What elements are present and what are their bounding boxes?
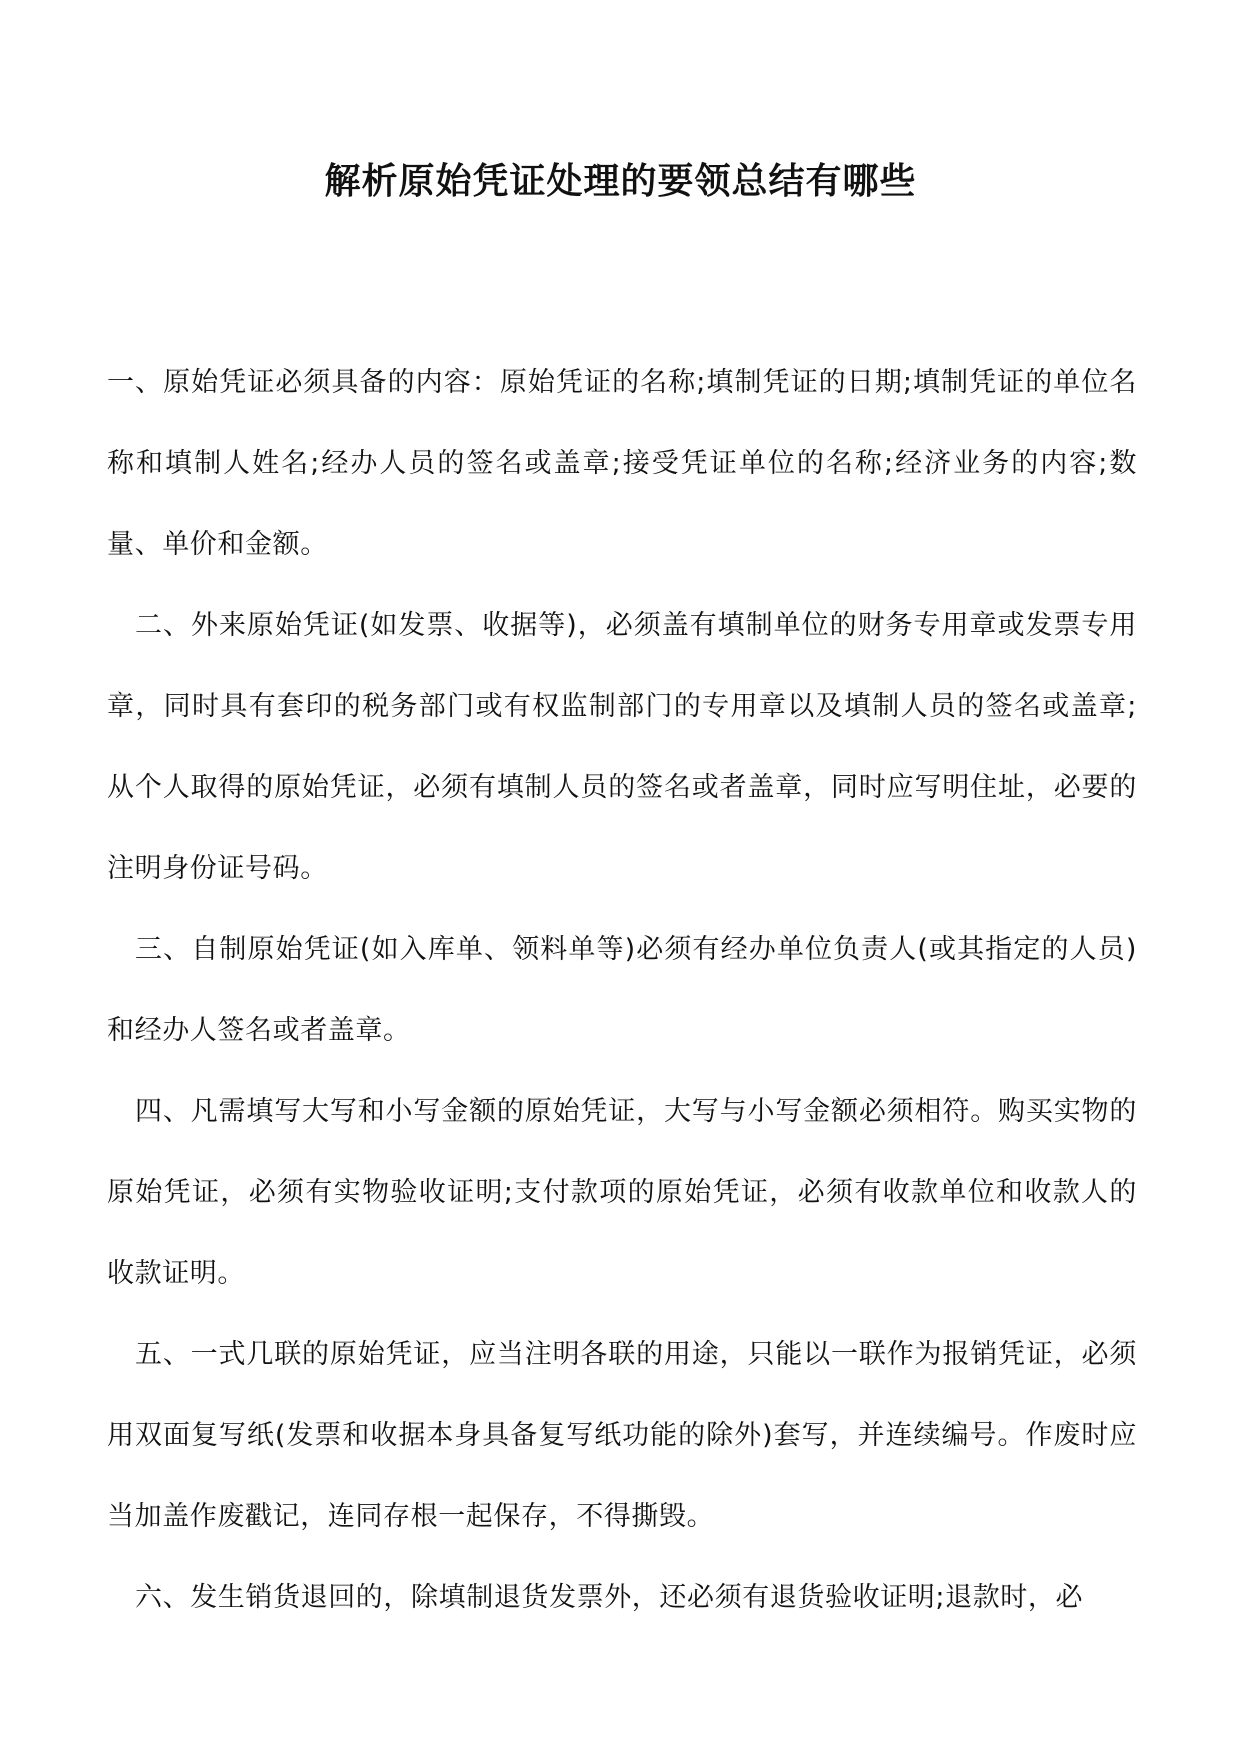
paragraph-4: 四、凡需填写大写和小写金额的原始凭证，大写与小写金额必须相符。购买实物的原始凭证，必须有实物验收证明;支付款项的原始凭证，必须有收款单位和收款人的收款证明。 xyxy=(107,1096,1137,1289)
paragraph-1: 一、原始凭证必须具备的内容：原始凭证的名称;填制凭证的日期;填制凭证的单位名称和填制人姓名;经办人员的签名或盖章;接受凭证单位的名称;经济业务的内容;数量、单价和金额。 xyxy=(107,367,1137,560)
paragraph-2: 二、外来原始凭证(如发票、收据等)，必须盖有填制单位的财务专用章或发票专用章，同时具有套印的税务部门或有权监制部门的专用章以及填制人员的签名或盖章;从个人取得的原始凭证，必须有填制人员的签名或者盖章，同时应写明住址，必要的注明身份证号码。 xyxy=(107,610,1137,884)
document-body xyxy=(107,342,1137,1638)
paragraph-3: 三、自制原始凭证(如入库单、领料单等)必须有经办单位负责人(或其指定的人员)和经办人签名或者盖章。 xyxy=(107,934,1137,1046)
document-title: 解析原始凭证处理的要领总结有哪些 xyxy=(324,161,917,202)
paragraph-6: 六、发生销货退回的，除填制退货发票外，还必须有退货验收证明;退款时，必 xyxy=(135,1582,1084,1613)
paragraph-5: 五、一式几联的原始凭证，应当注明各联的用途，只能以一联作为报销凭证，必须用双面复写纸(发票和收据本身具备复写纸功能的除外)套写，并连续编号。作废时应当加盖作废戳记，连同存根一起保存，不得撕毁。 xyxy=(107,1339,1137,1532)
